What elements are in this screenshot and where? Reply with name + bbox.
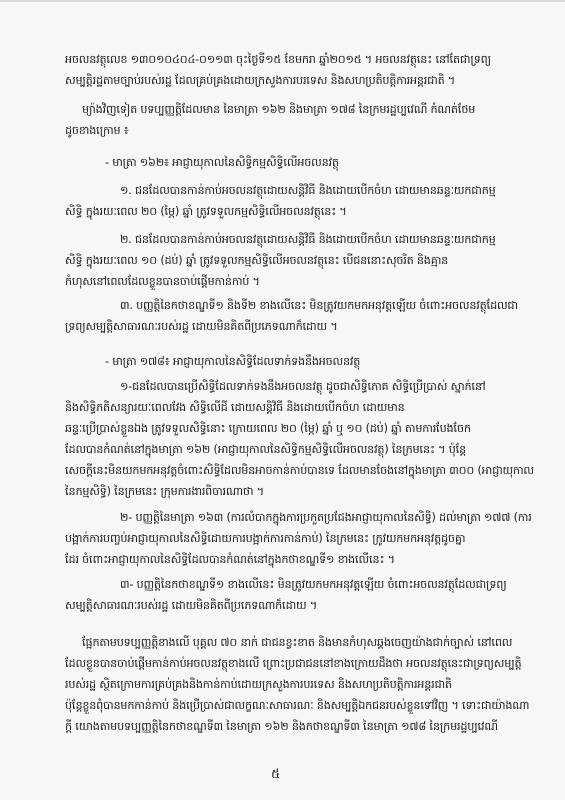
- body-line-9: សិទ្ធិ ក្នុងរយៈពេល ១០ (ដប់) ឆ្នាំ ត្រូវទទួលកម្មសិទ្ធិលើអចលនវត្ថុនេះ បើជននោះសុចរិត និងគ្មាន: [65, 254, 449, 267]
- body-line-3: ម្យ៉ាងវិញទៀត បទប្បញ្ញត្តិ​ដែលមាន នៃមាត្រា ១៦២ និងមាត្រា ១៧៨ នៃក្រមរដ្ឋប្បវេណី កំណត់ថែម: [82, 103, 476, 116]
- body-line-8: ២. ជនដែលបានកាន់កាប់អចលនវត្ថុដោយសន្តិវិធី និងដោយបើកចំហ ដោយមានឆន្ទៈយកជាកម្ម: [120, 233, 496, 246]
- body-line-22: ដែរ ចំពោះអាជ្ញាយុកាលនៃសិទ្ធិ​ដែលបានកំណត់នៅក្នុងកថាខណ្ឌទី១ ខាងលើនេះ ។: [65, 553, 395, 566]
- body-line-21: បង្អាក់ការបញ្ចប់អាជ្ញាយុកាលនៃសិទ្ធិ​ដោយការបង្អាក់ការកាន់កាប់) នៃក្រមនេះ ក្រូវយកមកអនុវត្តដូចគ្នា: [65, 532, 466, 545]
- scan-edge: [0, 0, 565, 2]
- body-line-15: និងសិទ្ធិភតិសន្យារយៈពេលវែង សិទ្ធិលើដី ដោយសន្តិវិធី និងដោយបើកចំហ ដោយមាន: [65, 401, 405, 414]
- body-line-19: នៃកម្មសិទ្ធិ) នៃក្រមនេះ ក្រុមការងារពិចារណាថា ។: [65, 485, 264, 498]
- body-line-23: ៣- បញ្ញត្តិនៃកថាខណ្ឌទី១ ខាងលើនេះ មិនត្រូវយកមកអនុវត្តឡើយ ចំពោះអចលនវត្ថុដែលជាទ្រព្យ: [120, 578, 507, 591]
- body-line-6: ១. ជនដែលបានកាន់កាប់អចលនវត្ថុដោយសន្តិវិធី និងដោយបើកចំហ ដោយមានឆន្ទៈយកជាកម្ម: [120, 184, 496, 197]
- body-line-12: ទ្រព្យសម្បត្តិសាធារណៈរបស់រដ្ឋ ​ដោយមិនគិតពីប្រភេទណាក៏ដោយ ។: [65, 320, 338, 333]
- body-line-10: កំហុសនៅពេលដែលខ្លួនបានចាប់ផ្តើមកាន់កាប់ ។: [65, 275, 260, 288]
- page-number: ៥: [271, 767, 281, 782]
- body-line-24: សម្បត្តិសាធារណៈរបស់រដ្ឋ ​ដោយមិនគិតពីប្រភេទណាក៏ដោយ ។: [65, 599, 318, 612]
- body-line-17: ដែលបានកំណត់នៅក្នុងមាត្រា ១៦២ (អាជ្ញាយុកាលនៃសិទ្ធិកម្មសិទ្ធិលើអចលនវត្ថុ) នៃក្រមនេះ ។ ប៉ុន្តែ: [65, 443, 467, 456]
- body-line-1: អចលនវត្ថុលេខ ១៣០១០៤០៤-០១១៣ ចុះថ្ងៃទី១៥ ខែមករា ឆ្នាំ២០១៥ ។ អចលនវត្ថុនេះ នៅតែជាទ្រព្យ: [65, 53, 491, 66]
- body-line-2: សម្បត្តិរដ្ឋ​តាមច្បាប់​របស់រដ្ឋ ដែលគ្រប់គ្រងដោយក្រសួងការបរទេស និងសហប្រតិបត្តិការអន្តរជាតិ ។: [65, 74, 456, 87]
- body-line-26: ដែលខ្លួនបានចាប់ផ្តើមកាន់កាប់អចលនវត្ថុខាងលើ ព្រោះប្រជាជននៅខាងក្រោយដឹងថា អចលនវត្ថុនេះជាទ្រព្យសម្បត្តិ: [65, 657, 522, 670]
- body-line-11: ៣. បញ្ញត្តិនៃកថាខណ្ឌទី១ និងទី២ ខាងលើនេះ មិនត្រូវយកមកអនុវត្តឡើយ ចំពោះអចលនវត្ថុដែលជា: [120, 299, 518, 312]
- body-line-18: សេចក្តីនេះមិនយកមកអនុវត្តចំពោះសិទ្ធិ​ដែលមិនអាចកាន់កាប់បានទេ ដែលមានចែងនៅក្នុងមាត្រា ៣០០ (អាជ្ញាយុកាល: [65, 464, 534, 477]
- article-162-heading: - មាត្រា ១៦២៖ អាជ្ញាយុកាលនៃសិទ្ធិ​កម្មសិទ្ធិ​លើអចលនវត្ថុ: [105, 156, 339, 169]
- body-line-14: ១-ជនដែលបានប្រើសិទ្ធិដែលទាក់ទងនឹងអចលនវត្ថុ ដូចជាសិទ្ធិ​ភោគ សិទ្ធិប្រើប្រាស់ ស្នាក់នៅ: [120, 380, 486, 393]
- body-line-16: ឆន្ទៈប្រើប្រាស់ខ្លួនឯង ត្រូវទទួលសិទ្ធិនោះ ក្រោយពេល ២០ (ម្ភៃ) ឆ្នាំ ឬ ១០ (ដប់) ឆ្នាំ តាមការបែងចែក: [65, 422, 471, 435]
- body-line-29: ក្តី យោងតាមបទប្បញ្ញត្តិនៃកថាខណ្ឌទី៣ នៃមាត្រា ១៦២ និងកថាខណ្ឌទី៣ នៃមាត្រា ១៧៨ នៃក្រមរដ្ឋប្បវេណី: [65, 720, 498, 733]
- body-line-4: ដូចខាងក្រោម ៖: [65, 124, 129, 137]
- body-line-7: សិទ្ធិ ក្នុងរយៈពេល ២០ (ម្ភៃ) ឆ្នាំ ត្រូវទទួលកម្មសិទ្ធិលើអចលនវត្ថុនេះ ។: [65, 205, 347, 218]
- body-line-25: ផ្អែកតាមបទប្បញ្ញត្តិខាងលើ បុគ្គល ៧០ នាក់ ជាជនខ្វះខាត និងមានកំហុសឆ្គងចេញយ៉ាងជាក់ច្បាស់ នៅពេល: [82, 636, 513, 649]
- article-178-heading: - មាត្រា ១៧៨៖ អាជ្ញាយុកាលនៃសិទ្ធិ​ដែលទាក់ទងនឹងអចលនវត្ថុ: [105, 355, 361, 368]
- body-line-28: ប៉ុន្តែខ្លួនពុំបានមកកាន់កាប់ និងប្រើប្រាស់ជាលក្ខណៈសាធារណៈ និងសម្បត្តិឯកជនរបស់ខ្លួនទៅវិញ ។ ទោះជាយ៉ាងណា: [65, 699, 530, 712]
- body-line-27: របស់រដ្ឋ ស្ថិតក្រោមការគ្រប់គ្រងនិងកាន់កាប់ដោយក្រសួងការបរទេស និងសហប្រតិបត្តិការអន្តរជាតិ: [65, 678, 452, 691]
- body-line-20: ២- បញ្ញត្តិនៃមាត្រា ១៦៣ (ការលំបាកក្នុងការប្រកួតប្រជែងអាជ្ញាយុកាលនៃសិទ្ធិ) ដល់មាត្រា ១៧៧ (ការ: [120, 511, 532, 524]
